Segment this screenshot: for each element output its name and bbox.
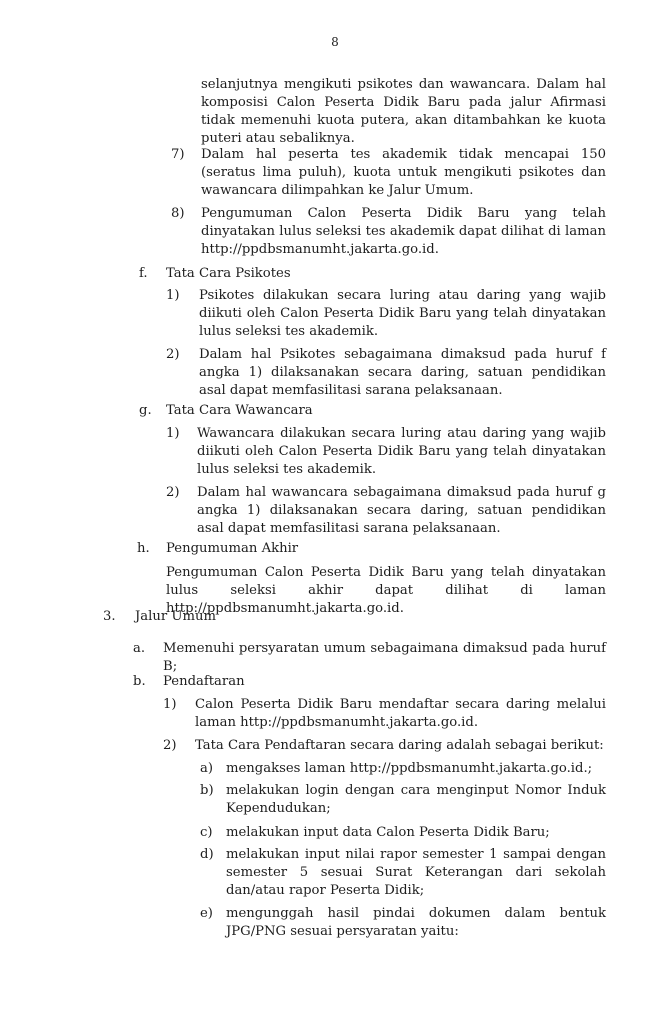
item-text: Pengumuman Calon Peserta Didik Baru yang telah dinyatakan lulus seleksi tes akademik dapat dilihat di laman http://ppdbsmanumht.jakarta.go.id. [201,206,606,257]
item-label: 2) [166,485,180,500]
item-label: 1) [166,426,180,441]
item-text: Dalam hal Psikotes sebagaimana dimaksud pada huruf f angka 1) dilaksanakan secara daring, satuan pendidikan asal dapat memfasilitasi sarana pelaksanaan. [199,347,606,398]
section-title: Tata Cara Wawancara [166,403,313,418]
section-label: f. [139,266,148,281]
item-label: 1) [163,697,177,712]
section-label: 3. [103,609,116,624]
sub-item-label: c) [200,825,213,840]
item-label: 1) [166,288,180,303]
item-text: Dalam hal peserta tes akademik tidak mencapai 150 (seratus lima puluh), kuota untuk mengikuti psikotes dan wawancara dilimpahkan ke Jalur Umum. [201,147,606,198]
sub-item-label: d) [200,847,214,862]
item-label: b. [133,674,146,689]
sub-item-text: mengakses laman http://ppdbsmanumht.jakarta.go.id.; [226,761,593,776]
page-number: 8 [331,35,339,49]
sub-item-text: melakukan login dengan cara menginput Nomor Induk Kependudukan; [226,783,606,816]
sub-item-label: b) [200,783,214,798]
sub-item-label: e) [200,906,213,921]
item-text: Memenuhi persyaratan umum sebagaimana dimaksud pada huruf B; [163,641,606,674]
section-title: Jalur Umum [135,609,216,624]
item-title: Pendaftaran [163,674,245,689]
sub-item-text: melakukan input data Calon Peserta Didik Baru; [226,825,550,840]
sub-item-text: melakukan input nilai rapor semester 1 sampai dengan semester 5 sesuai Surat Keterangan dari sekolah dan/atau rapor Peserta Didik; [226,847,606,898]
item-label: a. [133,641,146,656]
item-text: Tata Cara Pendaftaran secara daring adalah sebagai berikut: [195,738,604,753]
section-title: Tata Cara Psikotes [166,266,291,281]
item-label: 2) [163,738,177,753]
section-paragraph: Pengumuman Calon Peserta Didik Baru yang telah dinyatakan lulus seleksi akhir dapat dilihat di laman http://ppdbsmanumht.jakarta.go.id. [166,565,606,616]
item-text: Dalam hal wawancara sebagaimana dimaksud pada huruf g angka 1) dilaksanakan secara daring, satuan pendidikan asal dapat memfasilitasi sarana pelaksanaan. [197,485,606,536]
item-text: Psikotes dilakukan secara luring atau daring yang wajib diikuti oleh Calon Peserta Didik Baru yang telah dinyatakan lulus seleksi tes akademik. [199,288,606,339]
section-label: h. [137,541,150,556]
sub-item-text: mengunggah hasil pindai dokumen dalam bentuk JPG/PNG sesuai persyaratan yaitu: [226,906,606,939]
section-label: g. [139,403,152,418]
item-label: 7) [171,147,185,162]
item-label: 8) [171,206,185,221]
item-label: 2) [166,347,180,362]
item-text: Calon Peserta Didik Baru mendaftar secara daring melalui laman http://ppdbsmanumht.jakarta.go.id. [195,697,606,730]
item-text: Wawancara dilakukan secara luring atau daring yang wajib diikuti oleh Calon Peserta Didik Baru yang telah dinyatakan lulus seleksi tes akademik. [197,426,606,477]
continuation-paragraph: selanjutnya mengikuti psikotes dan wawancara. Dalam hal komposisi Calon Peserta Didik Baru pada jalur Afirmasi tidak memenuhi kuota putera, akan ditambahkan ke kuota puteri atau sebaliknya. [201,77,606,146]
section-title: Pengumuman Akhir [166,541,299,556]
sub-item-label: a) [200,761,214,776]
